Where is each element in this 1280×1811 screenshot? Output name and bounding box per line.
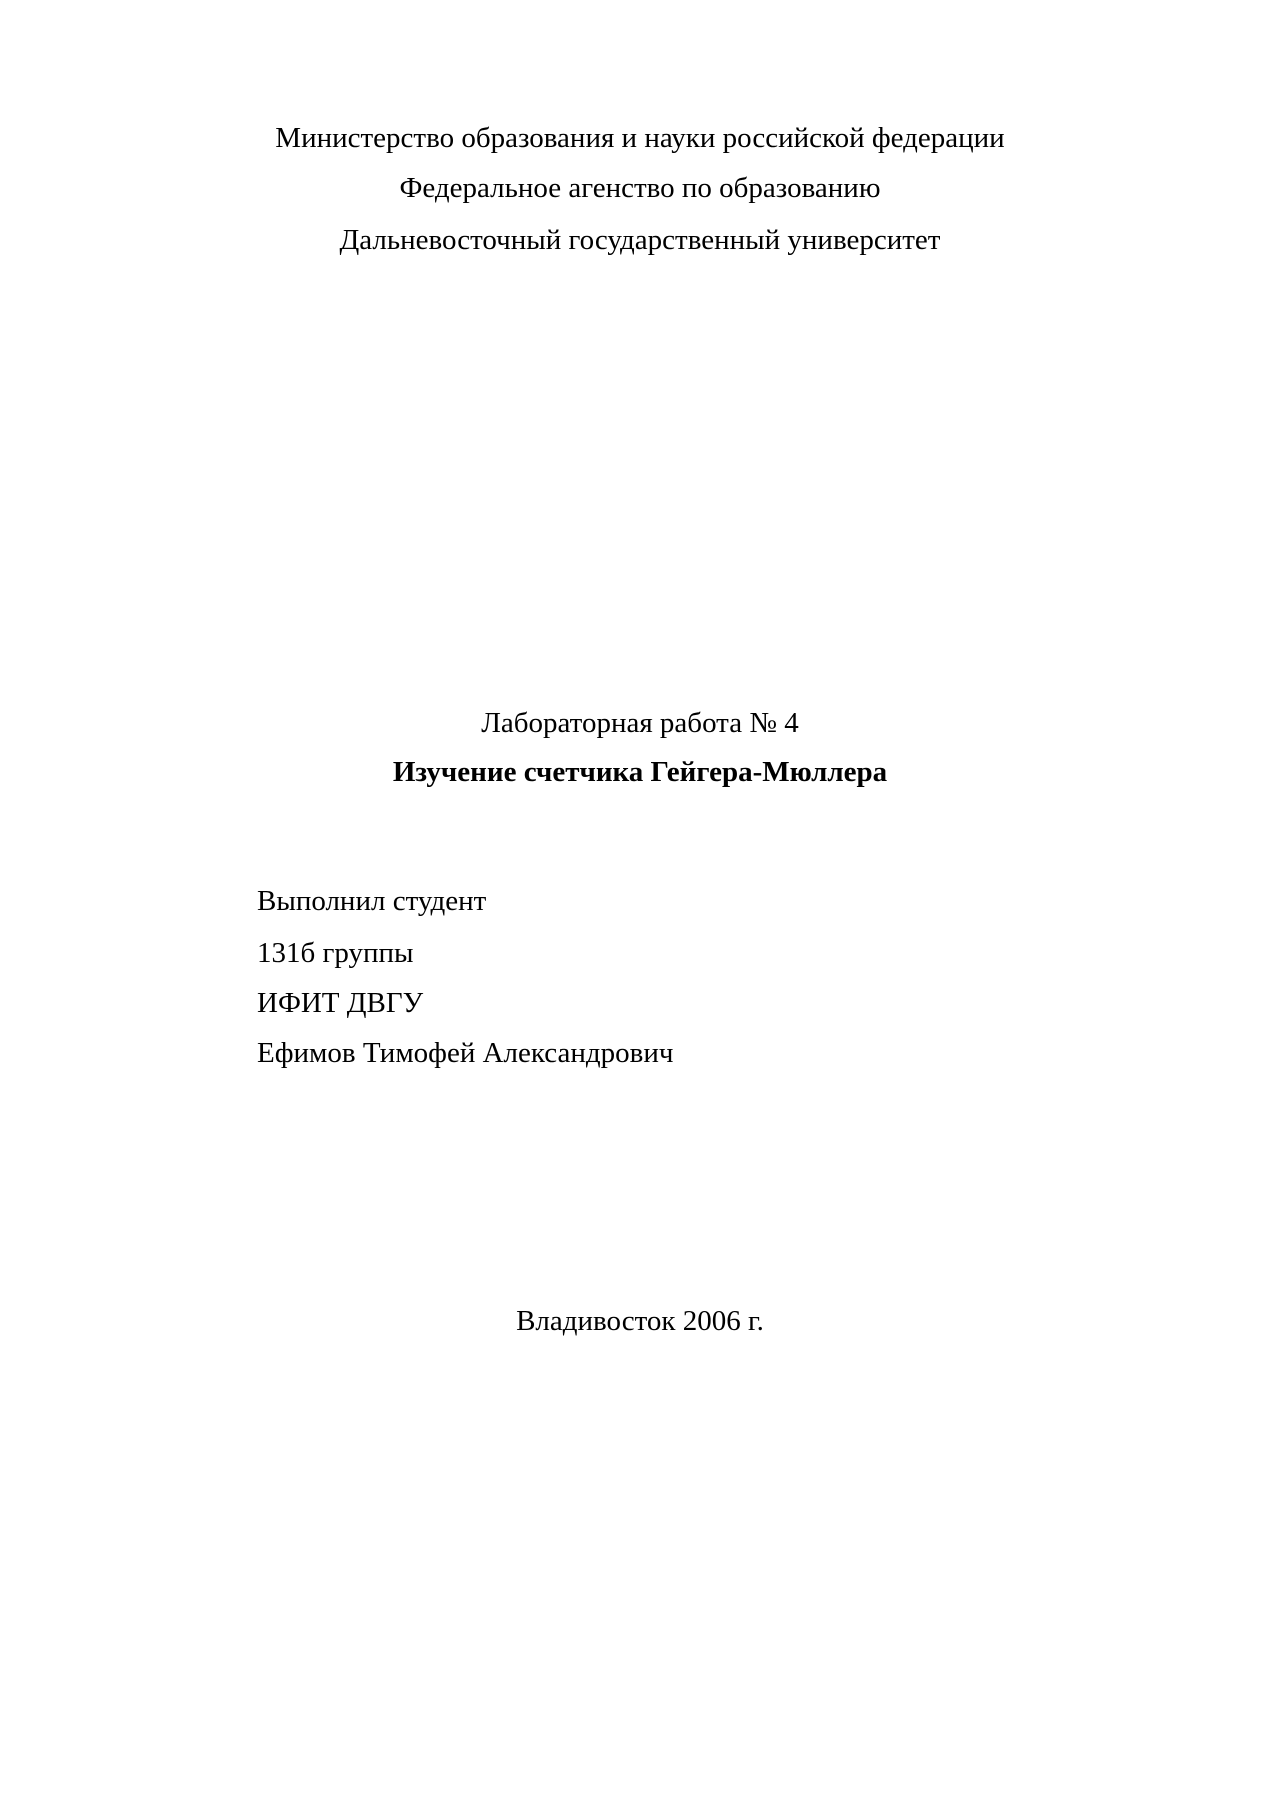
author-line-2: 131б группы: [257, 937, 414, 969]
lab-work-number: Лабораторная работа № 4: [481, 707, 799, 739]
ministry-heading: Министерство образования и науки российской федерации: [275, 122, 1005, 154]
city-year: Владивосток 2006 г.: [516, 1305, 764, 1337]
lab-work-topic: Изучение счетчика Гейгера-Мюллера: [392, 756, 888, 788]
author-line-1: Выполнил студент: [257, 885, 487, 917]
agency-heading: Федеральное агенство по образованию: [399, 172, 881, 204]
author-line-3: ИФИТ ДВГУ: [257, 987, 424, 1019]
university-heading: Дальневосточный государственный университет: [339, 224, 941, 256]
author-line-4: Ефимов Тимофей Александрович: [257, 1037, 674, 1069]
